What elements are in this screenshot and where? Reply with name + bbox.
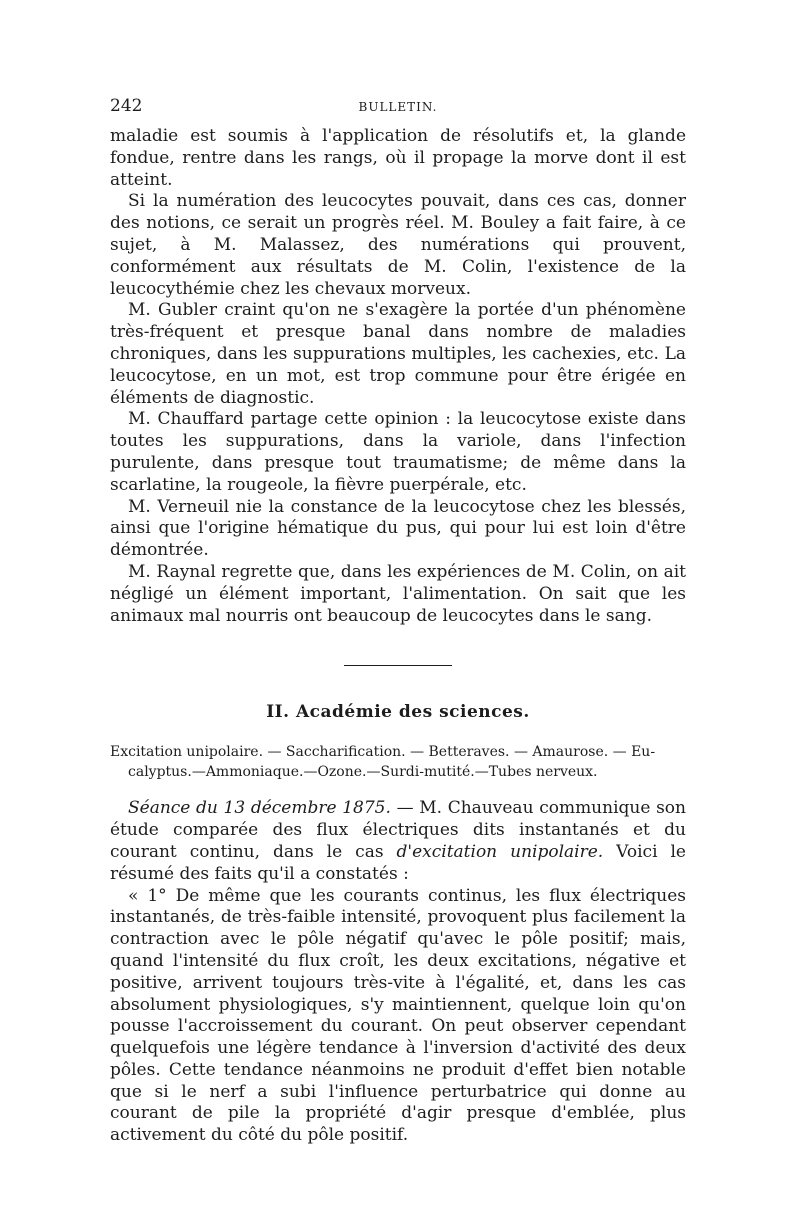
section-summary xyxy=(110,742,686,782)
summary-line-2: calyptus.—Ammoniaque.—Ozone.—Surdi-mutité.—Tubes nerveux. xyxy=(128,764,598,781)
seance-text-1: — M. Chauveau communique son étude comparée des flux électriques dits instantanés et du courant continu, dans le cas xyxy=(110,798,686,862)
seance-label: Séance du 13 décembre 1875. xyxy=(128,798,391,819)
paragraph-continuation: maladie est soumis à l'application de résolutifs et, la glande fondue, rentre dans les rangs, où il propage la morve dont il est atteint. xyxy=(110,126,686,190)
paragraph-verneuil: M. Verneuil nie la constance de la leucocytose chez les blessés, ainsi que l'origine hématique du pus, qui pour lui est loin d'être démontrée. xyxy=(110,496,686,561)
book-page xyxy=(110,96,686,1147)
paragraph-raynal: M. Raynal regrette que, dans les expériences de M. Colin, on ait négligé un élément important, l'alimentation. On sait que les animaux mal nourris ont beaucoup de leucocytes dans le sang. xyxy=(110,561,686,626)
paragraph-quote: « 1° De même que les courants continus, les flux électriques instantanés, de très-faible intensité, provoquent plus facilement la contraction avec le pôle négatif qu'avec le pôle positif; mais, quand l'intensité du flux croît, les deux excitations, négative et positive, arrivent toujours très-vite à l'égalité, et, dans les cas absolument physiologiques, s'y maintiennent, quelque loin qu'on pousse l'accroissement du courant. On peut observer cependant quelquefois une légère tendance à l'inversion d'activité des deux pôles. Cette tendance néanmoins ne produit d'effet bien notable que si le nerf a subi l'influence perturbatrice qui donne au courant de pile la propriété d'agir presque d'emblée, plus activement du côté du pôle positif. xyxy=(110,885,686,1146)
section-divider xyxy=(344,665,452,666)
paragraph-bouley: Si la numération des leucocytes pouvait, dans ces cas, donner des notions, ce serait un progrès réel. M. Bouley a fait faire, à ce sujet, à M. Malassez, des numérations qui prouvent, conformément aux résultats de M. Colin, l'existence de la leucocythémie chez les chevaux morveux. xyxy=(110,191,686,299)
paragraph-seance xyxy=(110,798,686,885)
running-title: BULLETIN. xyxy=(358,100,438,114)
paragraph-chauffard: M. Chauffard partage cette opinion : la leucocytose existe dans toutes les suppurations, dans la variole, dans l'infection purulente, dans presque tout traumatisme; de même dans la scarlatine, la rougeole, la fièvre puerpérale, etc. xyxy=(110,409,686,495)
seance-text-2: Voici le résumé des faits qu'il a constatés : xyxy=(110,841,686,884)
seance-emphasis: d'excitation unipolaire. xyxy=(396,841,604,862)
paragraph-gubler: M. Gubler craint qu'on ne s'exagère la portée d'un phénomène très-fréquent et presque banal dans nombre de maladies chroniques, dans les suppurations multiples, les cachexies, etc. La leucocytose, en un mot, est trop commune pour être érigée en éléments de diagnostic. xyxy=(110,300,686,408)
page-number: 242 xyxy=(110,96,143,116)
section-heading: II. Académie des sciences. xyxy=(266,702,530,723)
summary-line-1: Excitation unipolaire. — Saccharification. — Betteraves. — Amaurose. — Eu- xyxy=(110,744,656,761)
running-head xyxy=(110,96,686,126)
